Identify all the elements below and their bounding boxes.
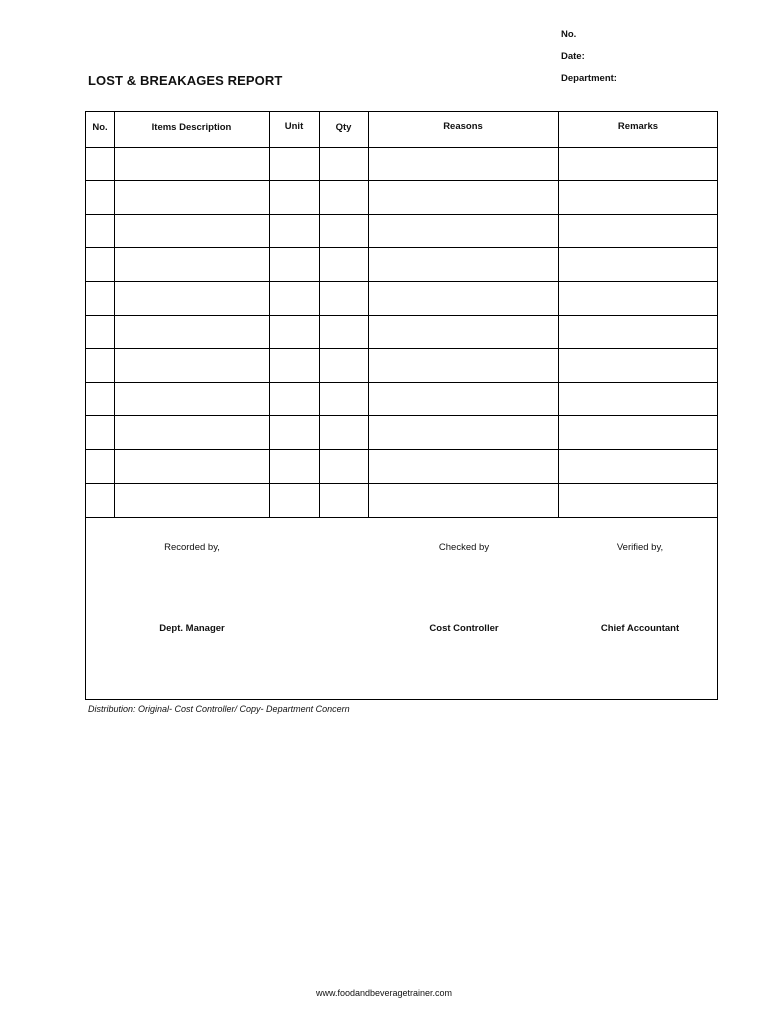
table-row-divider — [86, 415, 717, 416]
recorded-by-label: Recorded by, — [164, 542, 220, 553]
form-number-label: No. — [561, 29, 577, 40]
footer-url: www.foodandbeveragetrainer.com — [315, 988, 453, 998]
table-row-divider — [86, 382, 717, 383]
checked-by-label: Checked by — [438, 542, 490, 553]
table-row-divider — [86, 214, 717, 215]
report-table — [86, 112, 717, 518]
report-form — [85, 111, 718, 700]
verified-by-label: Verified by, — [616, 542, 664, 553]
table-row-divider — [86, 483, 717, 484]
header-divider — [86, 147, 717, 148]
cost-controller-title: Cost Controller — [429, 623, 499, 634]
dept-manager-title: Dept. Manager — [159, 623, 225, 634]
column-header-remarks: Remarks — [617, 121, 659, 132]
date-label: Date: — [561, 51, 585, 62]
column-header-qty: Qty — [335, 122, 352, 133]
table-row-divider — [86, 449, 717, 450]
table-bottom-divider — [86, 517, 717, 518]
column-header-items-description: Items Description — [151, 122, 232, 133]
distribution-note: Distribution: Original- Cost Controller/ Copy- Department Concern — [88, 704, 350, 714]
table-row-divider — [86, 180, 717, 181]
chief-accountant-title: Chief Accountant — [600, 623, 680, 634]
department-label: Department: — [561, 73, 617, 84]
table-row-divider — [86, 315, 717, 316]
column-header-unit: Unit — [284, 121, 304, 132]
table-row-divider — [86, 348, 717, 349]
table-row-divider — [86, 281, 717, 282]
table-row-divider — [86, 247, 717, 248]
column-header-reasons: Reasons — [443, 121, 483, 132]
page-title: LOST & BREAKAGES REPORT — [88, 73, 283, 88]
column-header-no: No. — [92, 122, 108, 133]
